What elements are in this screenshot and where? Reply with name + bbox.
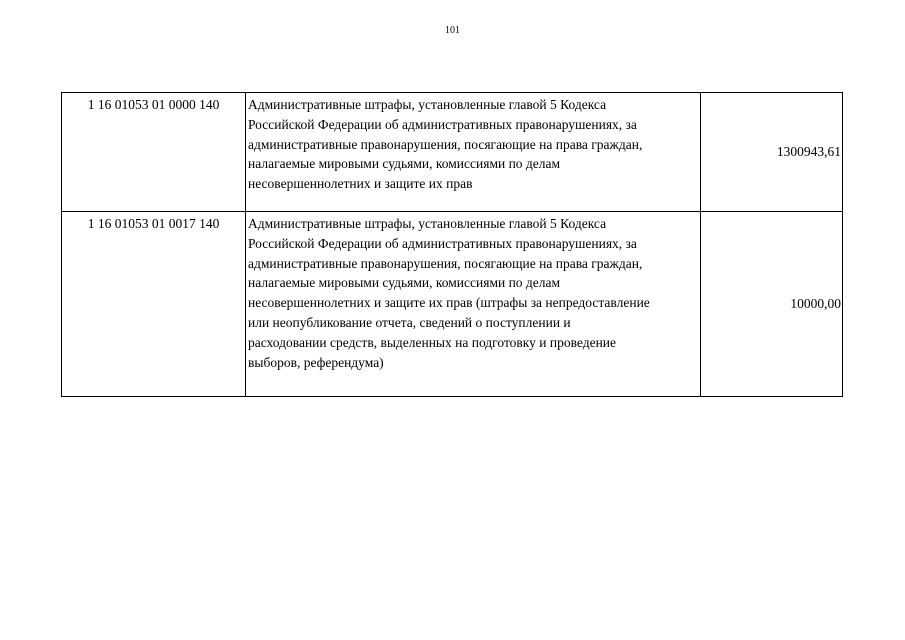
- description-cell: [246, 212, 701, 397]
- amount-cell: 10000,00: [701, 212, 843, 397]
- budget-code-cell: 1 16 01053 01 0000 140: [62, 93, 246, 212]
- description-line: административные правонарушения, посягающие на права граждан,: [248, 255, 643, 271]
- description-line: Административные штрафы, установленные главой 5 Кодекса: [248, 216, 607, 231]
- description-line: Административные штрафы, установленные главой 5 Кодекса: [248, 97, 607, 112]
- description-line: налагаемые мировыми судьями, комиссиями по делам: [248, 156, 561, 172]
- description-cell: [246, 93, 701, 212]
- amount-cell: 1300943,61: [701, 93, 843, 212]
- description-line: налагаемые мировыми судьями, комиссиями по делам: [248, 275, 561, 291]
- description-line: Российской Федерации об административных правонарушениях, за: [248, 116, 637, 132]
- description-line: Российской Федерации об административных правонарушениях, за: [248, 235, 637, 251]
- budget-code-cell: 1 16 01053 01 0017 140: [62, 212, 246, 397]
- description-line: несовершеннолетних и защите их прав (штрафы за непредоставление: [248, 295, 650, 311]
- description-line: расходовании средств, выделенных на подготовку и проведение: [248, 334, 617, 350]
- revenue-table: [61, 92, 843, 397]
- description-line: несовершеннолетних и защите их прав: [248, 176, 473, 192]
- description-line: административные правонарушения, посягающие на права граждан,: [248, 136, 643, 152]
- table-row: [62, 93, 843, 212]
- description-line: выборов, референдума): [248, 354, 384, 370]
- page-number: 101: [445, 25, 460, 36]
- description-line: или неопубликование отчета, сведений о поступлении и: [248, 314, 571, 330]
- table-row: [62, 212, 843, 397]
